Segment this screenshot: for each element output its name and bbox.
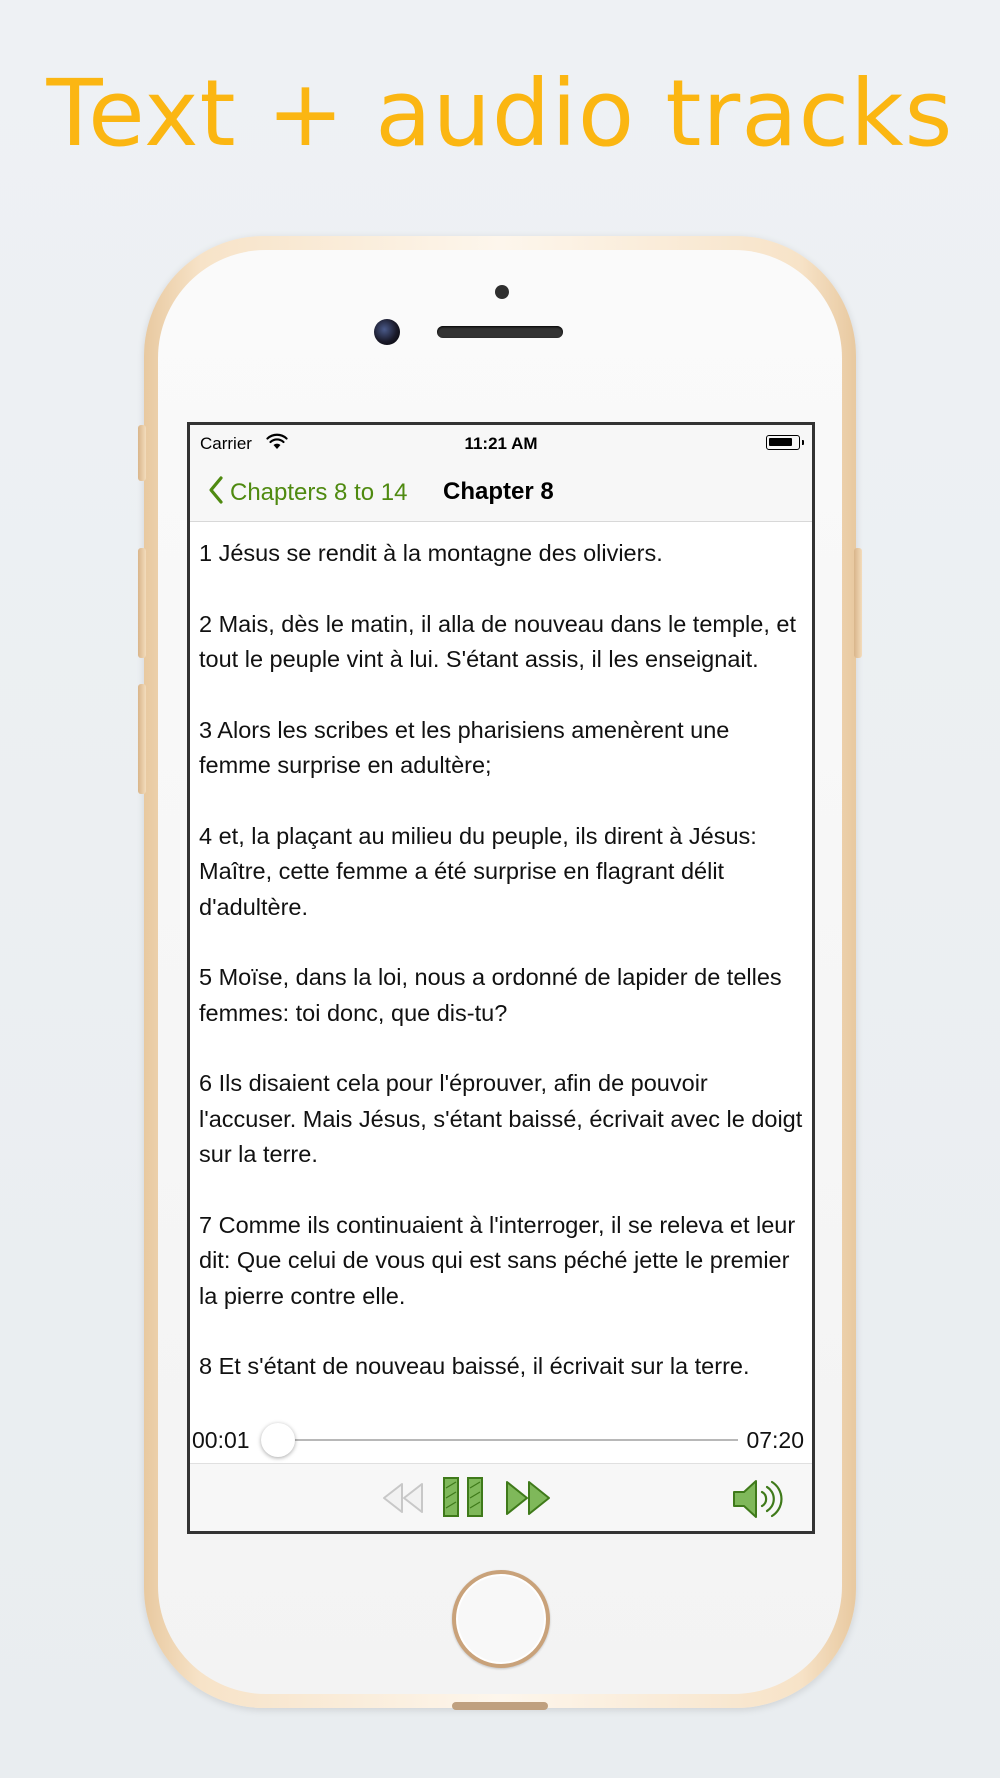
earpiece-speaker	[437, 326, 563, 338]
volume-icon[interactable]	[730, 1476, 784, 1527]
headline: Text + audio tracks	[46, 60, 954, 167]
chevron-left-icon	[208, 475, 224, 510]
battery-icon	[766, 435, 800, 450]
verse: 7 Comme ils continuaient à l'interroger, il se releva et leur dit: Que celui de vous qui est sans péché jette le premier la pierre contre elle.	[199, 1211, 796, 1309]
phone-screen	[187, 422, 815, 1534]
pause-icon[interactable]	[441, 1474, 485, 1525]
verse: 3 Alors les scribes et les pharisiens amenèrent une femme surprise en adultère;	[199, 716, 730, 778]
page-title: Chapter 8	[443, 478, 554, 505]
elapsed-time: 00:01	[192, 1427, 250, 1453]
camera-lens	[374, 319, 400, 345]
verse: 8 Et s'étant de nouveau baissé, il écrivait sur la terre.	[199, 1353, 750, 1379]
sensor-dot	[495, 285, 509, 299]
verse: 5 Moïse, dans la loi, nous a ordonné de lapider de telles femmes: toi donc, que dis-tu?	[199, 964, 782, 1026]
navigation-bar	[190, 461, 812, 522]
progress-track[interactable]	[266, 1439, 738, 1441]
chapter-text[interactable]	[190, 522, 812, 1415]
total-time: 07:20	[746, 1427, 804, 1453]
audio-progress	[190, 1415, 812, 1463]
verse: 6 Ils disaient cela pour l'éprouver, afin de pouvoir l'accuser. Mais Jésus, s'étant baissé, écrivait avec le doigt sur la terre.	[199, 1070, 803, 1167]
fast-forward-icon[interactable]	[503, 1476, 555, 1525]
verse: 2 Mais, dès le matin, il alla de nouveau dans le temple, et tout le peuple vint à lui. S'étant assis, il les enseignait.	[199, 610, 796, 672]
volume-down-button	[138, 684, 146, 794]
home-button[interactable]	[452, 1570, 550, 1668]
status-bar	[190, 425, 812, 461]
player-controls	[190, 1463, 812, 1534]
status-time: 11:21 AM	[464, 434, 538, 453]
power-button	[854, 548, 862, 658]
rewind-icon[interactable]	[380, 1478, 428, 1523]
mute-switch	[138, 425, 146, 481]
carrier-label: Carrier	[200, 434, 252, 453]
bottom-notch	[452, 1702, 548, 1710]
verse: 4 et, la plaçant au milieu du peuple, ils dirent à Jésus: Maître, cette femme a été surprise en flagrant délit d'adultère.	[199, 822, 757, 920]
back-button[interactable]	[208, 475, 407, 510]
back-button-label: Chapters 8 to 14	[230, 478, 408, 506]
volume-up-button	[138, 548, 146, 658]
progress-slider-thumb[interactable]	[261, 1423, 295, 1457]
verse: 1 Jésus se rendit à la montagne des oliviers.	[199, 540, 663, 566]
